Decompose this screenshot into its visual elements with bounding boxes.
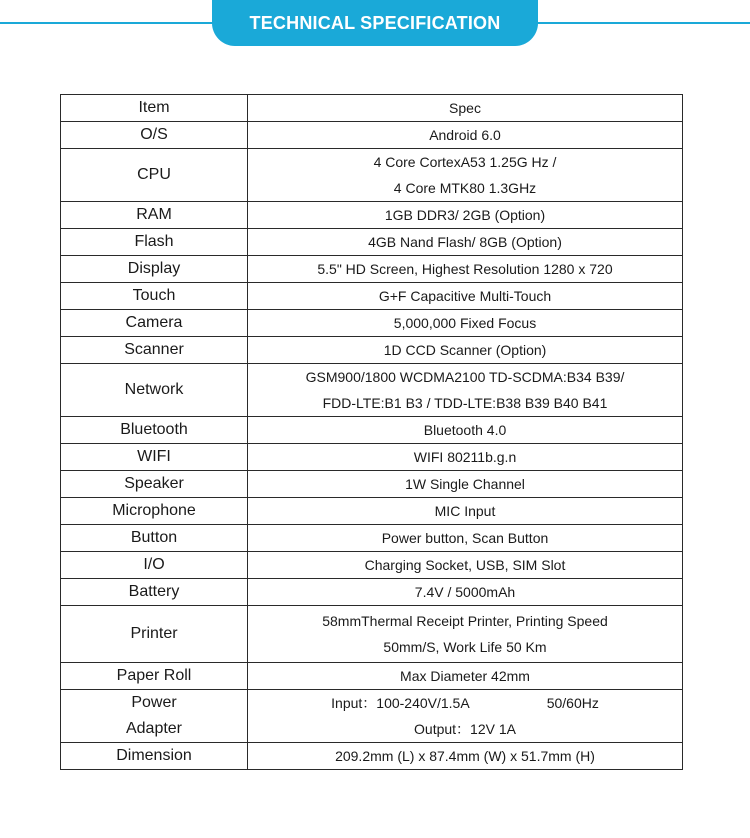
row-item-cell (61, 498, 248, 525)
item-label: Button (130, 529, 178, 546)
row-spec-cell (248, 690, 683, 743)
table-row (61, 444, 683, 471)
table-row (61, 663, 683, 690)
item-label: Camera (125, 314, 183, 331)
item-label: Bluetooth (120, 421, 188, 438)
row-spec-cell (248, 337, 683, 364)
row-item-cell (61, 149, 248, 202)
table-row (61, 229, 683, 256)
row-item-cell (61, 364, 248, 417)
row-spec-cell (248, 579, 683, 606)
item-label: I/O (143, 556, 165, 573)
item-label: Flash (134, 233, 174, 250)
column-header-spec: Spec (248, 95, 683, 122)
header-banner (212, 0, 538, 46)
item-label: Microphone (112, 502, 196, 519)
row-spec-cell (248, 364, 683, 417)
row-spec-cell (248, 471, 683, 498)
spec-value: 7.4V / 5000mAh (414, 584, 516, 600)
table-header-row (61, 95, 683, 122)
row-spec-cell (248, 202, 683, 229)
row-item-cell (61, 202, 248, 229)
table-row (61, 525, 683, 552)
row-spec-cell (248, 122, 683, 149)
row-spec-cell (248, 743, 683, 770)
row-item-cell (61, 122, 248, 149)
item-label: Speaker (124, 475, 184, 492)
page-title: TECHNICAL SPECIFICATION (249, 12, 501, 33)
row-item-cell (61, 283, 248, 310)
table-row (61, 364, 683, 417)
spec-value: Android 6.0 (429, 127, 501, 143)
row-item-cell (61, 552, 248, 579)
table-row (61, 337, 683, 364)
table-row (61, 283, 683, 310)
row-item-cell (61, 663, 248, 690)
spec-value: FDD-LTE:B1 B3 / TDD-LTE:B38 B39 B40 B41 (322, 395, 608, 411)
spec-value: 1GB DDR3/ 2GB (Option) (384, 207, 546, 223)
item-label: Network (124, 381, 184, 398)
spec-value: 5,000,000 Fixed Focus (393, 315, 537, 331)
row-spec-cell (248, 525, 683, 552)
row-spec-cell (248, 417, 683, 444)
item-label: Paper Roll (116, 667, 192, 684)
row-spec-cell (248, 310, 683, 337)
spec-value: WIFI 80211b.g.n (413, 449, 517, 465)
row-item-cell (61, 417, 248, 444)
spec-value: Bluetooth 4.0 (423, 422, 507, 438)
table-row (61, 690, 683, 743)
item-label: WIFI (137, 448, 171, 465)
item-label: Battery (128, 583, 180, 600)
spec-value: Power button, Scan Button (381, 530, 549, 546)
spec-value: 209.2mm (L) x 87.4mm (W) x 51.7mm (H) (335, 748, 595, 764)
spec-value: Input：100-240V/1.5A 50/60Hz (331, 695, 599, 711)
item-label: Power (131, 694, 177, 711)
table-row (61, 498, 683, 525)
spec-value: 4 Core MTK80 1.3GHz (393, 180, 537, 196)
table-row (61, 579, 683, 606)
row-spec-cell (248, 256, 683, 283)
item-label: Touch (132, 287, 176, 304)
spec-value: Output：12V 1A (414, 721, 516, 737)
item-label: RAM (136, 206, 172, 223)
spec-value: 4 Core CortexA53 1.25G Hz / (373, 154, 557, 170)
table-row (61, 471, 683, 498)
column-header-item: Item (61, 95, 248, 122)
row-spec-cell (248, 444, 683, 471)
row-spec-cell (248, 149, 683, 202)
row-spec-cell (248, 283, 683, 310)
header-rule-right (534, 22, 750, 24)
row-item-cell (61, 606, 248, 663)
spec-value: Charging Socket, USB, SIM Slot (364, 557, 566, 573)
item-label: Dimension (116, 747, 192, 764)
table-row (61, 202, 683, 229)
row-item-cell (61, 525, 248, 552)
row-spec-cell (248, 552, 683, 579)
row-item-cell (61, 337, 248, 364)
spec-value: 1W Single Channel (405, 476, 525, 492)
spec-value: GSM900/1800 WCDMA2100 TD-SCDMA:B34 B39/ (305, 369, 625, 385)
row-item-cell (61, 471, 248, 498)
table-row (61, 417, 683, 444)
spec-value: G+F Capacitive Multi-Touch (378, 288, 552, 304)
row-item-cell (61, 690, 248, 743)
row-spec-cell (248, 229, 683, 256)
item-label: Printer (130, 625, 178, 642)
spec-table (60, 94, 683, 770)
item-label: Display (127, 260, 181, 277)
spec-value: Max Diameter 42mm (400, 668, 530, 684)
row-item-cell (61, 444, 248, 471)
row-spec-cell (248, 606, 683, 663)
row-item-cell (61, 229, 248, 256)
row-spec-cell (248, 498, 683, 525)
table-row (61, 552, 683, 579)
item-label: Scanner (124, 341, 184, 358)
spec-value: MIC Input (434, 503, 496, 519)
header-rule-left (0, 22, 216, 24)
item-label: O/S (140, 126, 168, 143)
table-row (61, 256, 683, 283)
item-label: Adapter (125, 720, 183, 737)
row-spec-cell (248, 663, 683, 690)
spec-value: 4GB Nand Flash/ 8GB (Option) (368, 234, 562, 250)
table-row (61, 310, 683, 337)
table-row (61, 743, 683, 770)
table-row (61, 149, 683, 202)
row-item-cell (61, 256, 248, 283)
row-item-cell (61, 310, 248, 337)
spec-value: 50mm/S, Work Life 50 Km (383, 639, 547, 655)
spec-value: 58mmThermal Receipt Printer, Printing Speed (322, 613, 608, 629)
row-item-cell (61, 579, 248, 606)
table-row (61, 606, 683, 663)
spec-value: 1D CCD Scanner (Option) (383, 342, 547, 358)
item-label: CPU (137, 166, 171, 183)
table-row (61, 122, 683, 149)
spec-value: 5.5" HD Screen, Highest Resolution 1280 x 720 (317, 261, 613, 277)
row-item-cell (61, 743, 248, 770)
